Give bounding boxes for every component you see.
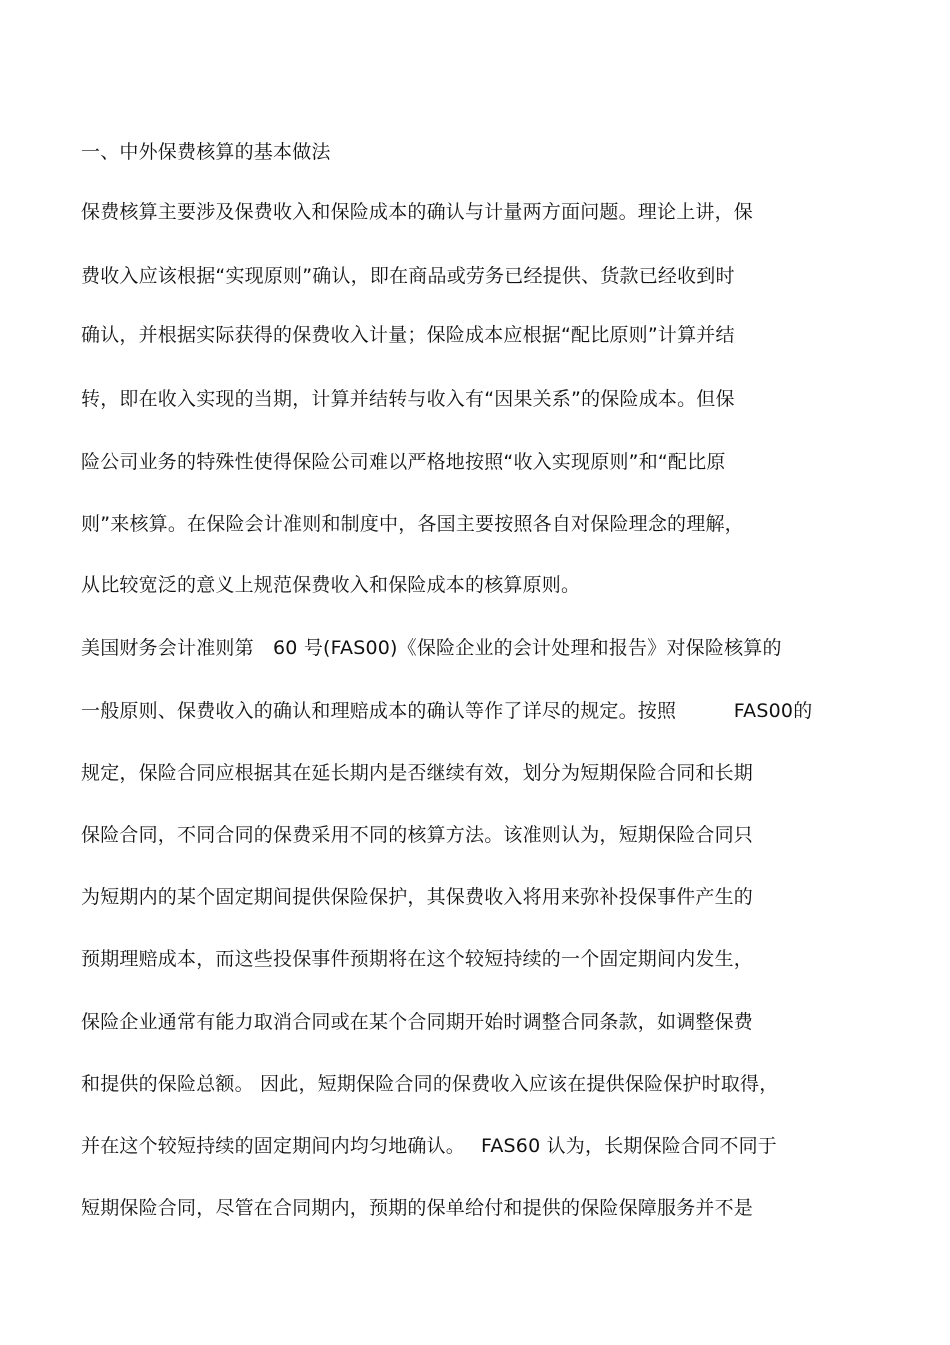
paragraph-line: 预期理赔成本，而这些投保事件预期将在这个较短持续的一个固定期间内发生， xyxy=(81,948,754,970)
paragraph-line: 规定，保险合同应根据其在延长期内是否继续有效，划分为短期保险合同和长期 xyxy=(81,762,754,784)
paragraph-line: 为短期内的某个固定期间提供保险保护，其保费收入将用来弥补投保事件产生的 xyxy=(81,886,754,908)
paragraph-line: 保险企业通常有能力取消合同或在某个合同期开始时调整合同条款，如调整保费 xyxy=(81,1011,754,1033)
paragraph-line: 并在这个较短持续的固定期间内均匀地确认。 FAS60 认为，长期保险合同不同于 xyxy=(81,1135,778,1157)
section-heading: 一、中外保费核算的基本做法 xyxy=(81,141,331,163)
paragraph-line: 从比较宽泛的意义上规范保费收入和保险成本的核算原则。 xyxy=(81,574,581,596)
paragraph-line: 一般原则、保费收入的确认和理赔成本的确认等作了详尽的规定。按照 FAS00的 xyxy=(81,700,813,722)
paragraph-line: 保险合同，不同合同的保费采用不同的核算方法。该准则认为，短期保险合同只 xyxy=(81,824,754,846)
paragraph-line: 和提供的保险总额。 因此，短期保险合同的保费收入应该在提供保险保护时取得， xyxy=(81,1073,779,1095)
paragraph-line: 费收入应该根据“实现原则”确认，即在商品或劳务已经提供、货款已经收到时 xyxy=(81,265,735,287)
paragraph-line: 则”来核算。在保险会计准则和制度中，各国主要按照各自对保险理念的理解， xyxy=(81,513,744,535)
paragraph-line: 保费核算主要涉及保费收入和保险成本的确认与计量两方面问题。理论上讲，保 xyxy=(81,201,754,223)
paragraph-line: 转，即在收入实现的当期，计算并结转与收入有“因果关系”的保险成本。但保 xyxy=(81,388,735,410)
paragraph-line: 险公司业务的特殊性使得保险公司难以严格地按照“收入实现原则”和“配比原 xyxy=(81,451,726,473)
paragraph-line: 美国财务会计准则第 60 号(FAS00)《保险企业的会计处理和报告》对保险核算的 xyxy=(81,637,782,659)
paragraph-line: 确认，并根据实际获得的保费收入计量；保险成本应根据“配比原则”计算并结 xyxy=(81,324,735,346)
paragraph-line: 短期保险合同，尽管在合同期内，预期的保单给付和提供的保险保障服务并不是 xyxy=(81,1197,754,1219)
